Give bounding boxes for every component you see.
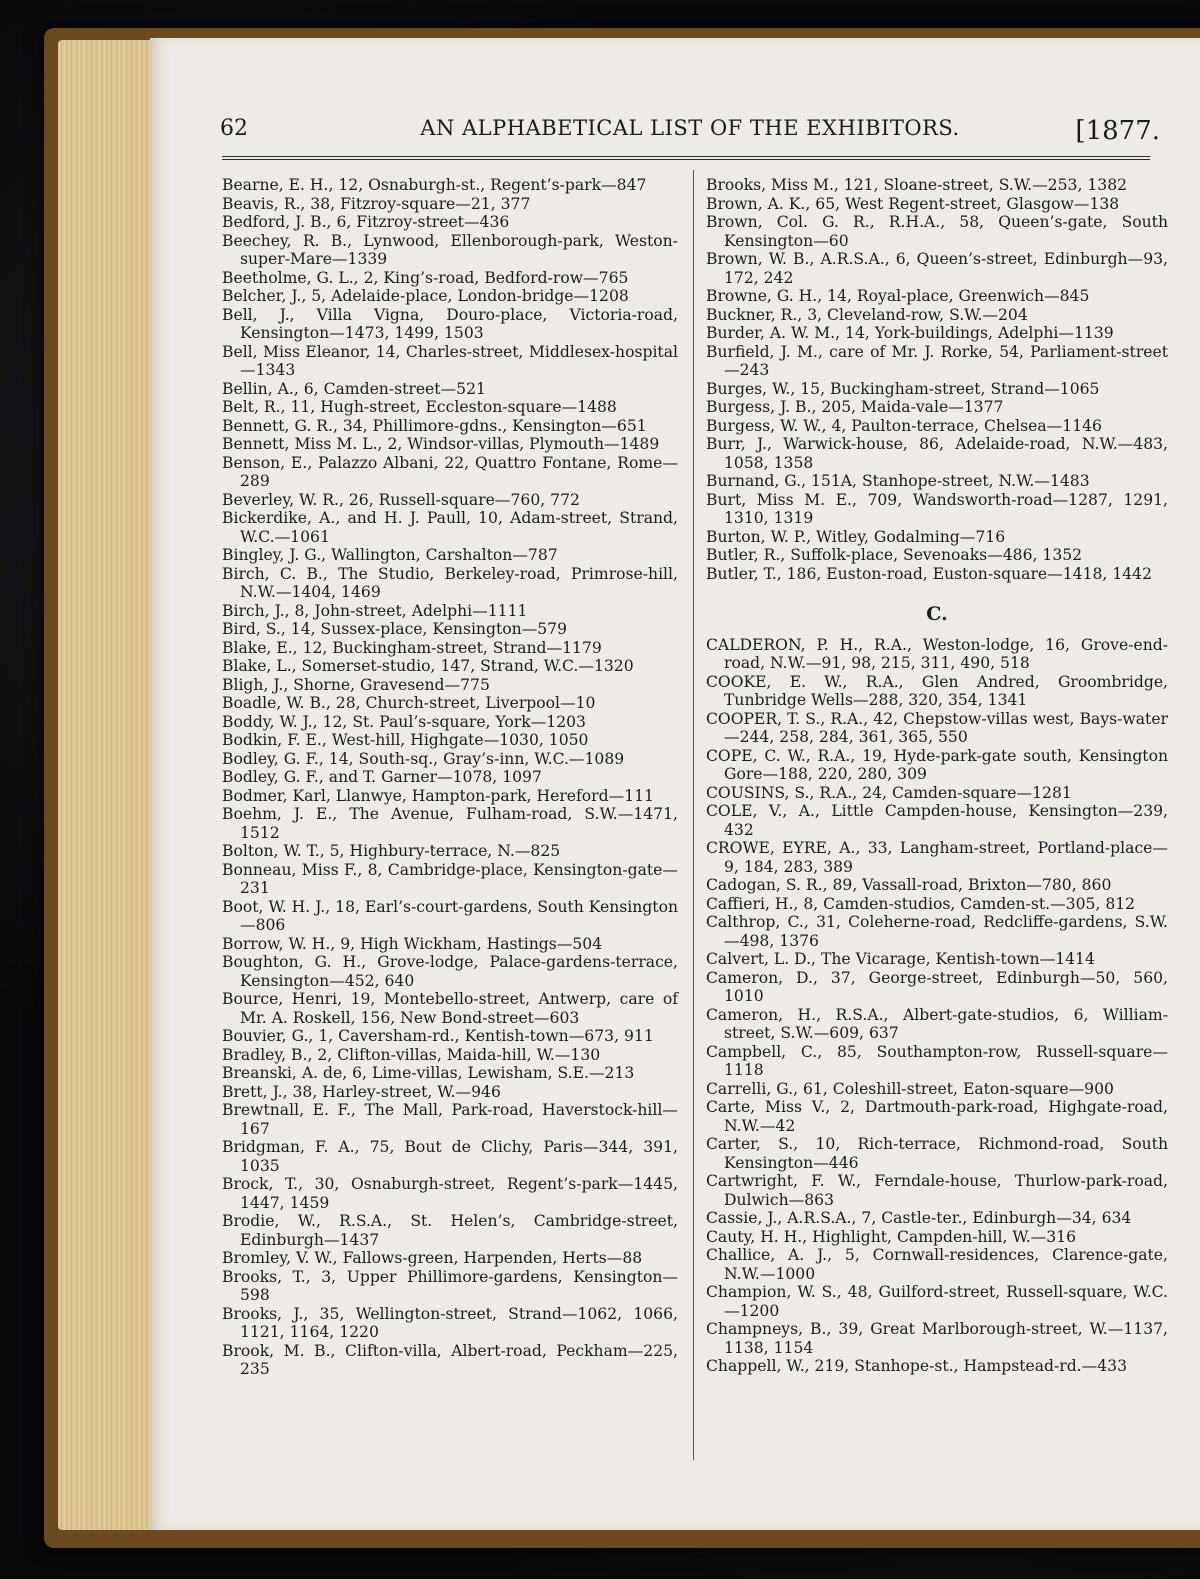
exhibitor-entry: Calvert, L. D., The Vicarage, Kentish-town—1414 [706,950,1095,968]
exhibitor-entry: Campbell, C., 85, Southampton-row, Russell-square—1118 [706,1042,1168,1079]
exhibitor-entry: Beechey, R. B., Lynwood, Ellenborough-park, Weston-super-Mare—1339 [222,231,678,268]
exhibitor-entry: Bonneau, Miss F., 8, Cambridge-place, Kensington-gate—231 [222,860,678,897]
exhibitor-entry: Beverley, W. R., 26, Russell-square—760, 772 [222,490,580,509]
exhibitor-entry: Bedford, J. B., 6, Fitzroy-street—436 [222,213,510,231]
left-column [222,176,678,1379]
exhibitor-entry: Bell, J., Villa Vigna, Douro-place, Victoria-road, Kensington—1473, 1499, 1503 [222,305,678,342]
exhibitor-entry: Bouvier, G., 1, Caversham-rd., Kentish-town—673, 911 [222,1027,654,1045]
exhibitor-entry: Carrelli, G., 61, Coleshill-street, Eaton-square—900 [706,1079,1114,1098]
exhibitor-entry: Beavis, R., 38, Fitzroy-square—21, 377 [222,194,531,213]
exhibitor-entry: Belcher, J., 5, Adelaide-place, London-bridge—1208 [222,287,629,305]
page-number: 62 [220,116,248,141]
exhibitor-entry: Cameron, D., 37, George-street, Edinburgh—50, 560, 1010 [706,968,1168,1005]
exhibitor-entry: Borrow, W. H., 9, High Wickham, Hastings—504 [222,934,603,953]
exhibitor-entry: Butler, T., 186, Euston-road, Euston-square—1418, 1442 [706,564,1153,583]
exhibitor-entry: Boughton, G. H., Grove-lodge, Palace-gardens-terrace, Kensington—452, 640 [222,953,678,990]
exhibitor-entry: Chappell, W., 219, Stanhope-st., Hampstead-rd.—433 [706,1357,1127,1375]
exhibitor-entry: Brodie, W., R.S.A., St. Helen’s, Cambridge-street, Edinburgh—1437 [222,1212,678,1249]
exhibitor-entry: Calthrop, C., 31, Coleherne-road, Redcliffe-gardens, S.W.—498, 1376 [706,913,1168,950]
exhibitor-entry: Breanski, A. de, 6, Lime-villas, Lewisham, S.E.—213 [222,1064,635,1082]
exhibitor-entry: Bickerdike, A., and H. J. Paull, 10, Adam-street, Strand, W.C.—1061 [222,509,678,546]
exhibitor-entry: Blake, E., 12, Buckingham-street, Strand—1179 [222,638,602,657]
b-entries [706,176,1168,583]
exhibitor-entry: Bligh, J., Shorne, Gravesend—775 [222,675,490,694]
exhibitor-entry: Carte, Miss V., 2, Dartmouth-park-road, Highgate-road, N.W.—42 [706,1098,1168,1135]
exhibitor-entry: Bingley, J. G., Wallington, Carshalton—787 [222,546,558,564]
exhibitor-entry: Burnand, G., 151A, Stanhope-street, N.W.—1483 [706,472,1090,490]
exhibitor-entry: CALDERON, P. H., R.A., Weston-lodge, 16, Grove-end-road, N.W.—91, 98, 215, 311, 490, 518 [706,635,1168,672]
exhibitor-entry: Bolton, W. T., 5, Highbury-terrace, N.—825 [222,842,561,860]
page-header [220,116,1160,156]
exhibitor-entry: Cassie, J., A.R.S.A., 7, Castle-ter., Edinburgh—34, 634 [706,1209,1132,1227]
exhibitor-entry: Cadogan, S. R., 89, Vassall-road, Brixton—780, 860 [706,876,1112,894]
exhibitor-entry: Bource, Henri, 19, Montebello-street, Antwerp, care of Mr. A. Roskell, 156, New Bond-street—603 [222,990,678,1027]
exhibitor-entry: COUSINS, S., R.A., 24, Camden-square—1281 [706,783,1072,802]
exhibitor-entry: Burgess, W. W., 4, Paulton-terrace, Chelsea—1146 [706,416,1102,435]
exhibitor-entry: Buckner, R., 3, Cleveland-row, S.W.—204 [706,305,1028,324]
exhibitor-entry: Beetholme, G. L., 2, King’s-road, Bedford-row—765 [222,268,629,287]
exhibitor-entry: Bridgman, F. A., 75, Bout de Clichy, Paris—344, 391, 1035 [222,1138,678,1175]
exhibitor-entry: Boehm, J. E., The Avenue, Fulham-road, S.W.—1471, 1512 [222,805,678,842]
exhibitor-entry: Brett, J., 38, Harley-street, W.—946 [222,1082,501,1101]
exhibitor-entry: Bennett, G. R., 34, Phillimore-gdns., Kensington—651 [222,416,647,435]
running-title: AN ALPHABETICAL LIST OF THE EXHIBITORS. [420,116,960,140]
exhibitor-entry: Butler, R., Suffolk-place, Sevenoaks—486, 1352 [706,546,1083,564]
exhibitor-entry: COLE, V., A., Little Campden-house, Kensington—239, 432 [706,802,1168,839]
exhibitor-entry: Bodmer, Karl, Llanwye, Hampton-park, Hereford—111 [222,786,654,805]
exhibitor-entry: Cauty, H. H., Highlight, Campden-hill, W.—316 [706,1227,1077,1246]
exhibitor-entry: Burr, J., Warwick-house, 86, Adelaide-road, N.W.—483, 1058, 1358 [706,435,1168,472]
exhibitor-entry: Birch, C. B., The Studio, Berkeley-road, Primrose-hill, N.W.—1404, 1469 [222,564,678,601]
exhibitor-entry: Browne, G. H., 14, Royal-place, Greenwich—845 [706,287,1090,305]
exhibitor-entry: Bradley, B., 2, Clifton-villas, Maida-hill, W.—130 [222,1045,601,1064]
exhibitor-entry: Bodley, G. F., 14, South-sq., Gray’s-inn, W.C.—1089 [222,749,625,768]
exhibitor-entry: Burges, W., 15, Buckingham-street, Strand—1065 [706,379,1100,398]
exhibitor-entry: Brown, W. B., A.R.S.A., 6, Queen’s-street, Edinburgh—93, 172, 242 [706,250,1168,287]
exhibitor-entry: Brook, M. B., Clifton-villa, Albert-road, Peckham—225, 235 [222,1341,678,1378]
column-divider [693,170,694,1460]
exhibitor-entry: Boot, W. H. J., 18, Earl’s-court-gardens, South Kensington—806 [222,897,678,934]
exhibitor-entry: Benson, E., Palazzo Albani, 22, Quattro Fontane, Rome—289 [222,453,678,490]
exhibitor-entry: COOPER, T. S., R.A., 42, Chepstow-villas west, Bays-water—244, 258, 284, 361, 365, 550 [706,709,1168,746]
book-page [150,38,1200,1530]
exhibitor-entry: Challice, A. J., 5, Cornwall-residences, Clarence-gate, N.W.—1000 [706,1246,1168,1283]
exhibitor-entry: Champneys, B., 39, Great Marlborough-street, W.—1137, 1138, 1154 [706,1320,1168,1357]
exhibitor-entry: CROWE, EYRE, A., 33, Langham-street, Portland-place—9, 184, 283, 389 [706,839,1168,876]
exhibitor-entry: Brock, T., 30, Osnaburgh-street, Regent’s-park—1445, 1447, 1459 [222,1175,678,1212]
exhibitor-entry: Bromley, V. W., Fallows-green, Harpenden, Herts—88 [222,1249,643,1267]
exhibitor-entry: Brown, Col. G. R., R.H.A., 58, Queen’s-gate, South Kensington—60 [706,213,1168,250]
year-marker: [1877. [1075,116,1160,146]
exhibitor-entry: Boddy, W. J., 12, St. Paul’s-square, York—1203 [222,712,586,731]
exhibitor-entry: COPE, C. W., R.A., 19, Hyde-park-gate south, Kensington Gore—188, 220, 280, 309 [706,746,1168,783]
exhibitor-entry: Bellin, A., 6, Camden-street—521 [222,379,486,398]
exhibitor-entry: Birch, J., 8, John-street, Adelphi—1111 [222,601,528,620]
exhibitor-entry: COOKE, E. W., R.A., Glen Andred, Groombridge, Tunbridge Wells—288, 320, 354, 1341 [706,672,1168,709]
exhibitor-entry: Belt, R., 11, Hugh-street, Eccleston-square—1488 [222,398,617,416]
section-heading-c: C. [926,603,948,625]
exhibitor-entry: Caffieri, H., 8, Camden-studios, Camden-st.—305, 812 [706,894,1136,913]
exhibitor-entry: Brooks, J., 35, Wellington-street, Strand—1062, 1066, 1121, 1164, 1220 [222,1304,678,1341]
c-entries [706,636,1168,1376]
exhibitor-entry: Carter, S., 10, Rich-terrace, Richmond-road, South Kensington—446 [706,1135,1168,1172]
exhibitor-entry: Bodley, G. F., and T. Garner—1078, 1097 [222,768,542,786]
exhibitor-entry: Brooks, Miss M., 121, Sloane-street, S.W.—253, 1382 [706,176,1128,194]
right-column [706,176,1168,1376]
exhibitor-entry: Cartwright, F. W., Ferndale-house, Thurlow-park-road, Dulwich—863 [706,1172,1168,1209]
exhibitor-entry: Brown, A. K., 65, West Regent-street, Glasgow—138 [706,194,1120,213]
exhibitor-entry: Bearne, E. H., 12, Osnaburgh-st., Regent’s-park—847 [222,176,647,194]
exhibitor-entry: Brewtnall, E. F., The Mall, Park-road, Haverstock-hill—167 [222,1101,678,1138]
exhibitor-entry: Burder, A. W. M., 14, York-buildings, Adelphi—1139 [706,324,1114,342]
exhibitor-entry: Bennett, Miss M. L., 2, Windsor-villas, Plymouth—1489 [222,435,660,453]
exhibitor-entry: Brooks, T., 3, Upper Phillimore-gardens, Kensington—598 [222,1267,678,1304]
exhibitor-entry: Boadle, W. B., 28, Church-street, Liverpool—10 [222,694,596,712]
exhibitor-entry: Cameron, H., R.S.A., Albert-gate-studios, 6, William-street, S.W.—609, 637 [706,1005,1168,1042]
exhibitor-entry: Bodkin, F. E., West-hill, Highgate—1030, 1050 [222,731,589,749]
header-rule [222,156,1150,160]
exhibitor-entry: Bird, S., 14, Sussex-place, Kensington—579 [222,620,568,638]
exhibitor-entry: Burton, W. P., Witley, Godalming—716 [706,527,1006,546]
exhibitor-entry: Burt, Miss M. E., 709, Wandsworth-road—1287, 1291, 1310, 1319 [706,490,1168,527]
exhibitor-entry: Blake, L., Somerset-studio, 147, Strand, W.C.—1320 [222,657,634,675]
exhibitor-entry: Burfield, J. M., care of Mr. J. Rorke, 54, Parliament-street—243 [706,342,1168,379]
exhibitor-entry: Bell, Miss Eleanor, 14, Charles-street, Middlesex-hospital—1343 [222,342,678,379]
exhibitor-entry: Burgess, J. B., 205, Maida-vale—1377 [706,398,1004,416]
exhibitor-entry: Champion, W. S., 48, Guilford-street, Russell-square, W.C.—1200 [706,1283,1168,1320]
